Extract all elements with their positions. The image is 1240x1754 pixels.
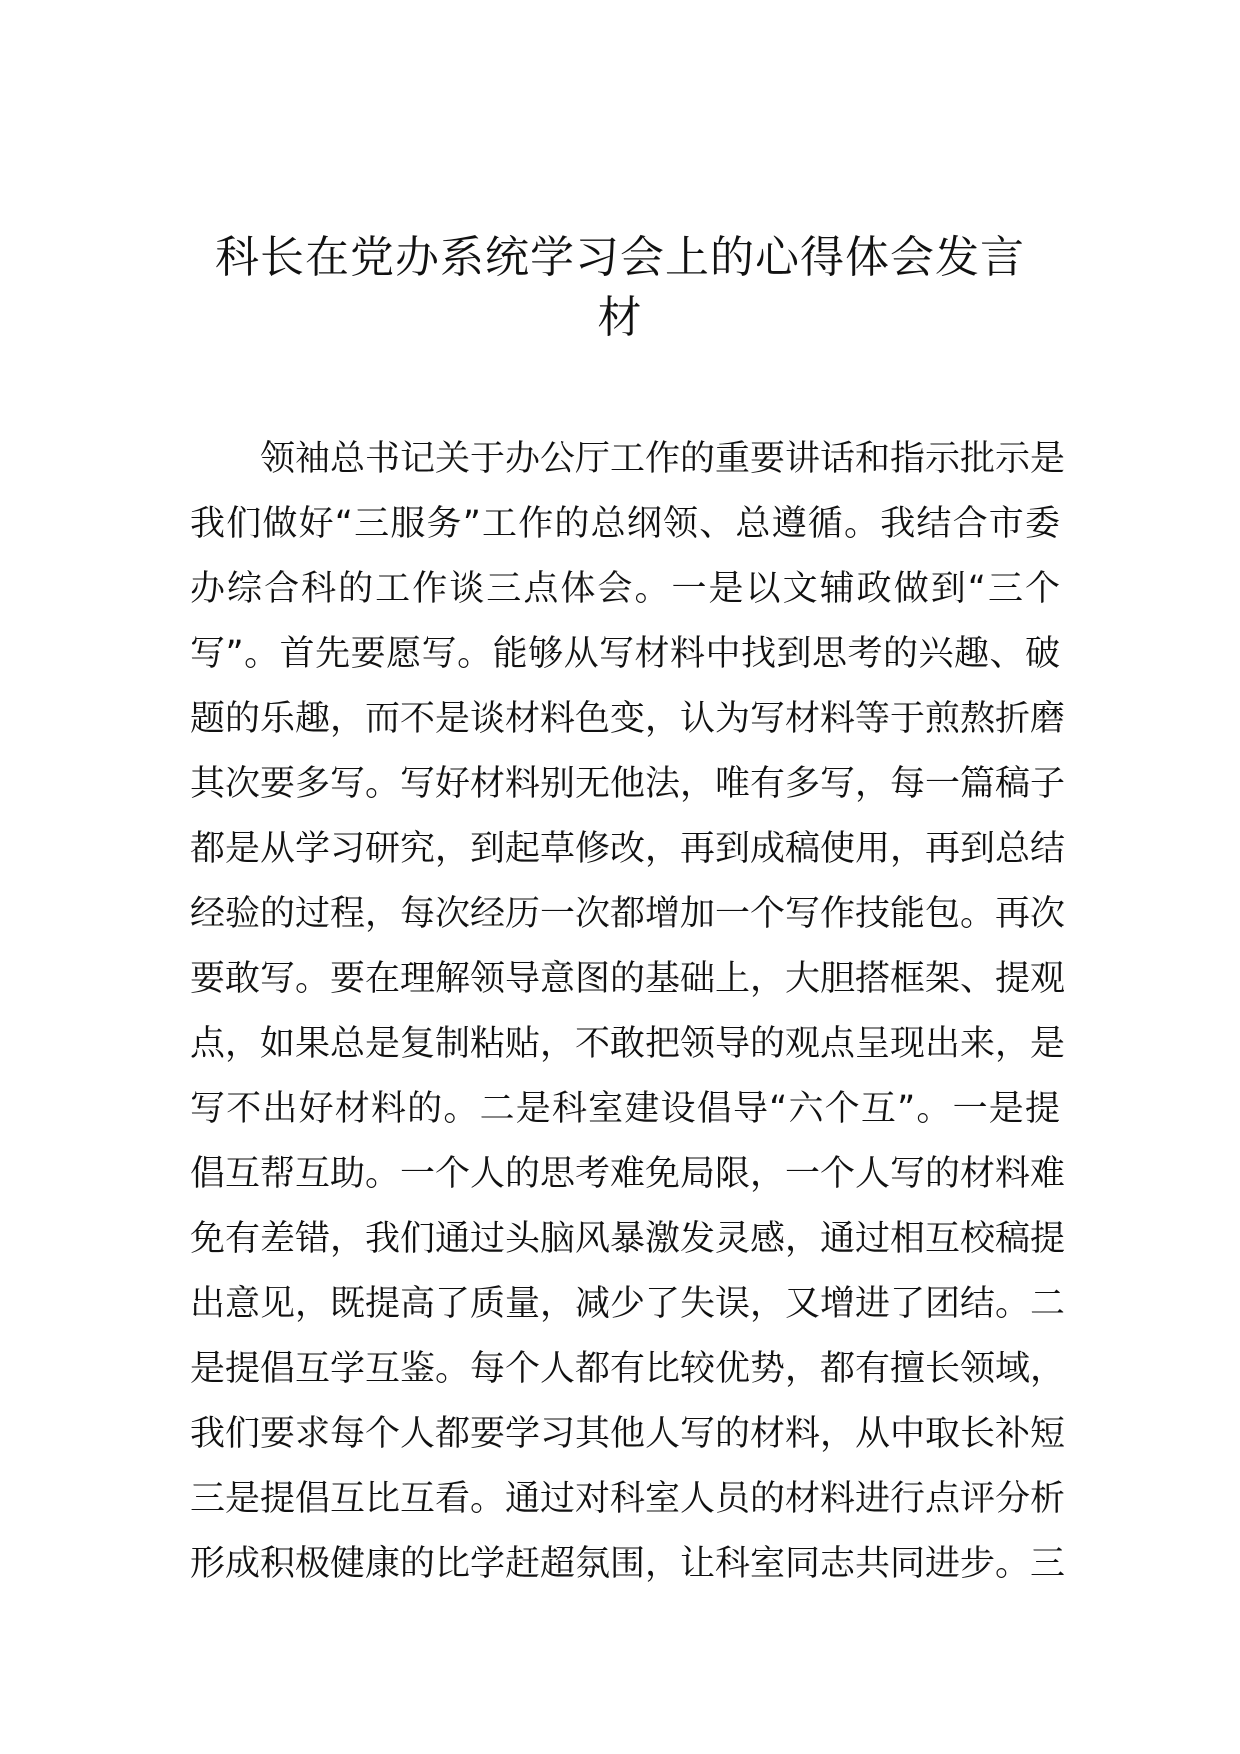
body-line-2: 我们做好“三服务”工作的总纲领、总遵循。我结合市委: [190, 504, 1060, 544]
body-line-4: 写”。首先要愿写。能够从写材料中找到思考的兴趣、破: [190, 634, 1060, 674]
body-line-3: 办综合科的工作谈三点体会。一是以文辅政做到“三个: [190, 569, 1060, 609]
body-line-11: 写不出好材料的。二是科室建设倡导“六个互”。一是提: [190, 1089, 1060, 1129]
title-line-1: 科长在党办系统学习会上的心得体会发言: [215, 232, 1025, 283]
body-line-9: 要敢写。要在理解领导意图的基础上，大胆搭框架、提观: [190, 959, 1066, 999]
body-line-15: 是提倡互学互鉴。每个人都有比较优势，都有擅长领域，: [190, 1349, 1066, 1389]
body-line-5: 题的乐趣，而不是谈材料色变，认为写材料等于煎熬折磨: [190, 699, 1066, 739]
document-body: [190, 427, 1066, 1597]
body-line-8: 经验的过程，每次经历一次都增加一个写作技能包。再次: [190, 894, 1066, 934]
body-line-14: 出意见，既提高了质量，减少了失误，又增进了团结。二: [190, 1284, 1066, 1324]
body-line-7: 都是从学习研究，到起草修改，再到成稿使用，再到总结: [190, 829, 1066, 869]
title-line-2: 材: [597, 292, 643, 343]
body-line-1: 领袖总书记关于办公厅工作的重要讲话和指示批示是: [260, 439, 1066, 479]
body-line-16: 我们要求每个人都要学习其他人写的材料，从中取长补短: [190, 1414, 1066, 1454]
body-line-12: 倡互帮互助。一个人的思考难免局限，一个人写的材料难: [190, 1154, 1066, 1194]
body-line-17: 三是提倡互比互看。通过对科室人员的材料进行点评分析: [190, 1479, 1066, 1519]
body-line-18: 形成积极健康的比学赶超氛围，让科室同志共同进步。三: [190, 1544, 1066, 1584]
body-line-6: 其次要多写。写好材料别无他法，唯有多写，每一篇稿子: [190, 764, 1066, 804]
document-title: [190, 228, 1050, 348]
body-line-10: 点，如果总是复制粘贴，不敢把领导的观点呈现出来，是: [190, 1024, 1066, 1064]
body-line-13: 免有差错，我们通过头脑风暴激发灵感，通过相互校稿提: [190, 1219, 1066, 1259]
